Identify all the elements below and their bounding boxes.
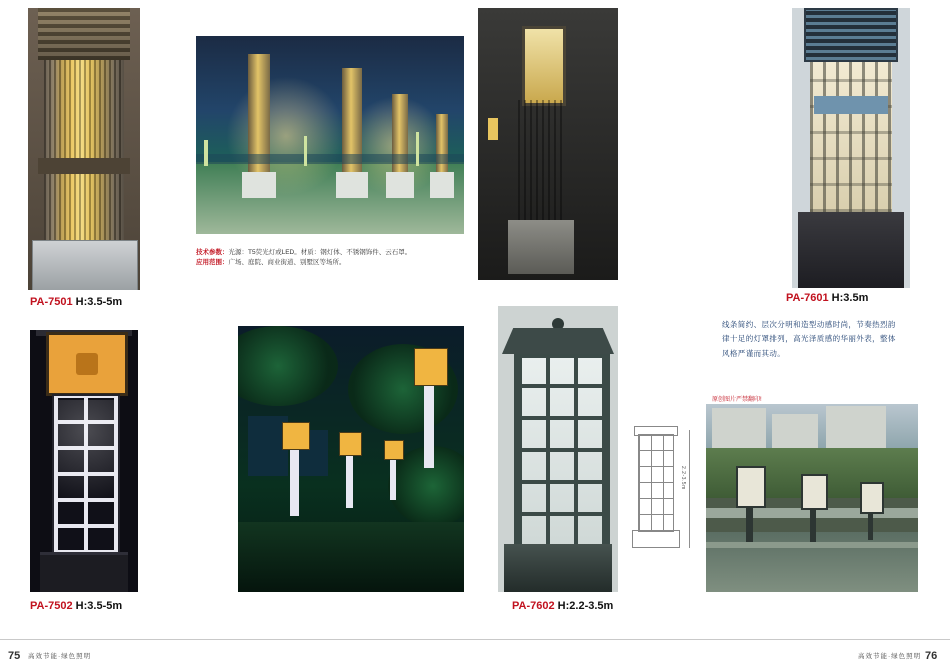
- caption-pa-7501: [30, 296, 122, 308]
- caption-pa-7601: [786, 292, 868, 304]
- product-image-pa-7602: [498, 306, 618, 592]
- description-block: 线条简约、层次分明和造型动感时尚，节奏热烈韵律十足的灯罩排列，高光泽质感的华丽外表，整体风格严谨而其动。: [722, 320, 896, 358]
- technical-drawing-pa-7602: [630, 420, 692, 570]
- copyright-notice: 原创图片严禁翻印!: [712, 397, 762, 403]
- product-height-pa-7501: H:3.5-5m: [75, 296, 123, 308]
- spec-text-application: 广场、庭院、商业街道、别墅区等场所。: [228, 258, 346, 266]
- caption-pa-7602: [512, 600, 613, 612]
- page-number-left: 75: [8, 650, 21, 662]
- page-number-right: 76: [925, 650, 938, 662]
- footer-tag-right: 高效节能·绿色照明: [858, 653, 922, 660]
- footer-tag-left: 高效节能·绿色照明: [28, 653, 92, 660]
- product-image-pa-7501: [28, 8, 140, 290]
- product-image-pa-7502: [30, 330, 138, 592]
- product-height-pa-7601: H:3.5m: [831, 292, 869, 304]
- drawing-dimension-label: 2.2-3.5m: [680, 466, 686, 490]
- product-code-pa-7502: PA-7502: [30, 600, 73, 612]
- caption-pa-7502: [30, 600, 122, 612]
- photo-night-plaza: [196, 36, 464, 234]
- product-height-pa-7502: H:3.5-5m: [75, 600, 123, 612]
- spec-block: [196, 248, 446, 268]
- spec-label-application: 应用范围：: [196, 258, 229, 266]
- product-code-pa-7501: PA-7501: [30, 296, 73, 308]
- spec-text-parameters: 光源：T5荧光灯或LED。材质：钢灯体、不锈钢饰件、云石罩。: [228, 249, 412, 256]
- product-height-pa-7602: H:2.2-3.5m: [557, 600, 614, 612]
- footer-divider: [0, 639, 950, 640]
- product-image-pa-7601: [792, 8, 910, 288]
- photo-night-street: [238, 326, 464, 592]
- product-code-pa-7602: PA-7602: [512, 600, 555, 612]
- photo-riverside-installation: [706, 404, 918, 592]
- product-code-pa-7601: PA-7601: [786, 292, 829, 304]
- spec-label-parameters: 技术参数：: [196, 249, 229, 256]
- photo-night-entrance: [478, 8, 618, 280]
